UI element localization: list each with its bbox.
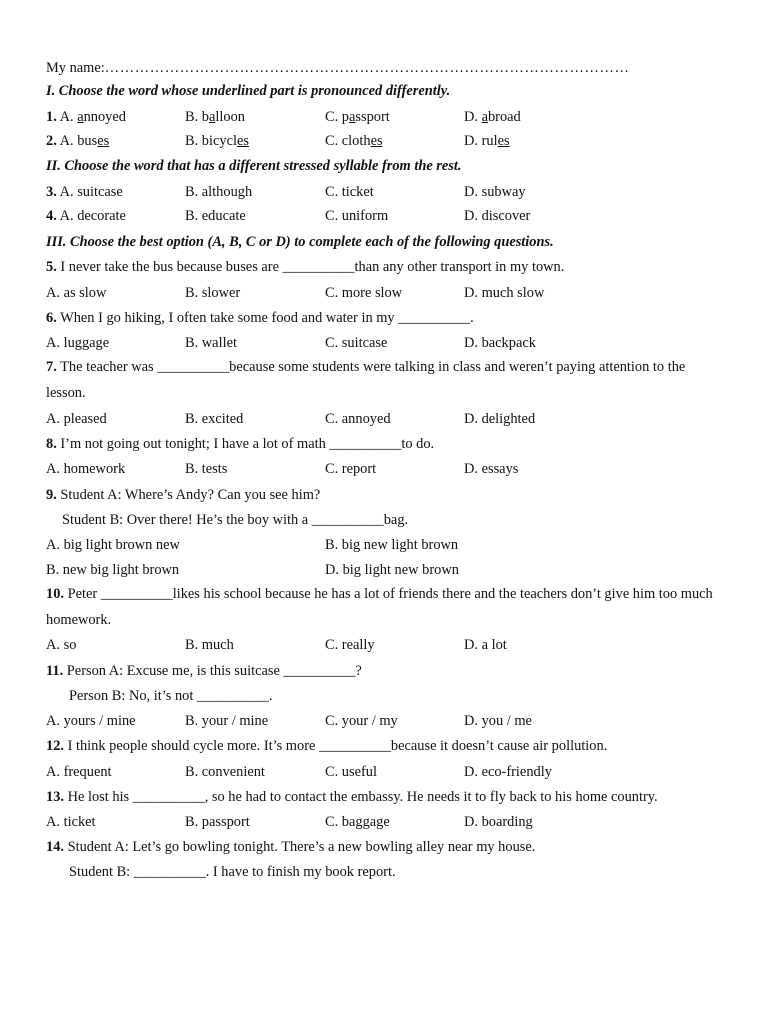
question-5-stem: 5. I never take the bus because buses are __________than any other transport in my town. bbox=[46, 259, 565, 275]
section-1-title: I. Choose the word whose underlined part is pronounced differently. bbox=[46, 83, 451, 99]
question-14-line-2: Student B: __________. I have to finish my book report. bbox=[69, 864, 396, 880]
question-10-stem: 10. Peter __________likes his school because he has a lot of friends there and the teachers don’t give him too much homework. bbox=[46, 586, 713, 628]
q11-option-d: D. you / me bbox=[464, 713, 532, 729]
q2-option-a: 2. A. buses bbox=[46, 133, 110, 149]
q5-option-d: D. much slow bbox=[464, 285, 545, 301]
q12-option-b: B. convenient bbox=[185, 764, 265, 780]
q2-option-c: C. clothes bbox=[325, 133, 383, 149]
q5-number: 5. bbox=[46, 259, 57, 275]
q13-option-b: B. passport bbox=[185, 814, 250, 830]
q9-option-c: B. new big light brown bbox=[46, 562, 180, 578]
q11-option-b: B. your / mine bbox=[185, 713, 269, 729]
q2-number: 2. bbox=[46, 133, 57, 149]
q8-option-c: C. report bbox=[325, 461, 377, 477]
q7-option-c: C. annoyed bbox=[325, 411, 391, 427]
q9-option-a: A. big light brown new bbox=[46, 537, 180, 553]
q8-number: 8. bbox=[46, 436, 57, 452]
q6-option-b: B. wallet bbox=[185, 335, 237, 351]
q12-option-d: D. eco-friendly bbox=[464, 764, 552, 780]
q6-option-d: D. backpack bbox=[464, 335, 536, 351]
q12-option-c: C. useful bbox=[325, 764, 377, 780]
q6-number: 6. bbox=[46, 310, 57, 326]
q4-option-a: 4. A. decorate bbox=[46, 208, 126, 224]
q8-option-a: A. homework bbox=[46, 461, 126, 477]
question-6-stem: 6. When I go hiking, I often take some food and water in my __________. bbox=[46, 310, 474, 326]
q3-number: 3. bbox=[46, 184, 57, 200]
q7-option-b: B. excited bbox=[185, 411, 244, 427]
name-line bbox=[46, 59, 726, 77]
q1-option-c: C. passport bbox=[325, 109, 390, 125]
q5-option-a: A. as slow bbox=[46, 285, 107, 301]
question-11-line-2: Person B: No, it’s not __________. bbox=[69, 688, 273, 704]
question-13-stem: 13. He lost his __________, so he had to contact the embassy. He needs it to fly back to his home country. bbox=[46, 789, 658, 805]
q4-number: 4. bbox=[46, 208, 57, 224]
q8-option-b: B. tests bbox=[185, 461, 228, 477]
q4-option-b: B. educate bbox=[185, 208, 246, 224]
section-3-title: III. Choose the best option (A, B, C or D) to complete each of the following questions. bbox=[46, 234, 554, 250]
question-9-line-2: Student B: Over there! He’s the boy with a __________bag. bbox=[62, 512, 409, 528]
q9-option-d: D. big light new brown bbox=[325, 562, 459, 578]
q2-option-d: D. rules bbox=[464, 133, 510, 149]
q11-option-c: C. your / my bbox=[325, 713, 398, 729]
q10-option-d: D. a lot bbox=[464, 637, 507, 653]
question-11-stem: 11. Person A: Excuse me, is this suitcase __________? bbox=[46, 663, 362, 679]
q13-option-d: D. boarding bbox=[464, 814, 533, 830]
q3-option-c: C. ticket bbox=[325, 184, 374, 200]
q1-option-a: 1. A. annoyed bbox=[46, 109, 126, 125]
q7-option-d: D. delighted bbox=[464, 411, 536, 427]
q7-number: 7. bbox=[46, 359, 57, 375]
q11-number: 11. bbox=[46, 663, 64, 679]
q10-option-b: B. much bbox=[185, 637, 234, 653]
question-9-stem: 9. Student A: Where’s Andy? Can you see him? bbox=[46, 487, 321, 503]
q6-option-c: C. suitcase bbox=[325, 335, 388, 351]
q6-option-a: A. luggage bbox=[46, 335, 110, 351]
q1-option-b: B. balloon bbox=[185, 109, 245, 125]
q7-option-a: A. pleased bbox=[46, 411, 107, 427]
q5-option-b: B. slower bbox=[185, 285, 241, 301]
q4-option-c: C. uniform bbox=[325, 208, 389, 224]
q9-number: 9. bbox=[46, 487, 57, 503]
q12-option-a: A. frequent bbox=[46, 764, 112, 780]
q2-option-b: B. bicycles bbox=[185, 133, 249, 149]
q3-option-a: 3. A. suitcase bbox=[46, 184, 123, 200]
q5-option-c: C. more slow bbox=[325, 285, 403, 301]
q10-option-a: A. so bbox=[46, 637, 77, 653]
q11-option-a: A. yours / mine bbox=[46, 713, 136, 729]
section-2-title: II. Choose the word that has a different stressed syllable from the rest. bbox=[46, 158, 462, 174]
q1-number: 1. bbox=[46, 109, 57, 125]
q12-number: 12. bbox=[46, 738, 64, 754]
q3-option-b: B. although bbox=[185, 184, 253, 200]
q13-option-a: A. ticket bbox=[46, 814, 96, 830]
question-7-stem: 7. The teacher was __________because some students were talking in class and weren’t paying attention to the lesson. bbox=[46, 359, 686, 401]
q14-number: 14. bbox=[46, 839, 64, 855]
q4-option-d: D. discover bbox=[464, 208, 531, 224]
q10-option-c: C. really bbox=[325, 637, 375, 653]
q10-number: 10. bbox=[46, 586, 64, 602]
q13-number: 13. bbox=[46, 789, 64, 805]
q1-option-d: D. abroad bbox=[464, 109, 521, 125]
q3-option-d: D. subway bbox=[464, 184, 526, 200]
question-14-stem: 14. Student A: Let’s go bowling tonight. There’s a new bowling alley near my house. bbox=[46, 839, 536, 855]
q9-option-b: B. big new light brown bbox=[325, 537, 459, 553]
question-12-stem: 12. I think people should cycle more. It’s more __________because it doesn’t cause air pollution. bbox=[46, 738, 608, 754]
name-label: My name: bbox=[46, 60, 105, 76]
question-8-stem: 8. I’m not going out tonight; I have a lot of math __________to do. bbox=[46, 436, 435, 452]
q8-option-d: D. essays bbox=[464, 461, 519, 477]
q13-option-c: C. baggage bbox=[325, 814, 390, 830]
name-dots: …………………………………………………………………………………………… bbox=[104, 60, 630, 76]
